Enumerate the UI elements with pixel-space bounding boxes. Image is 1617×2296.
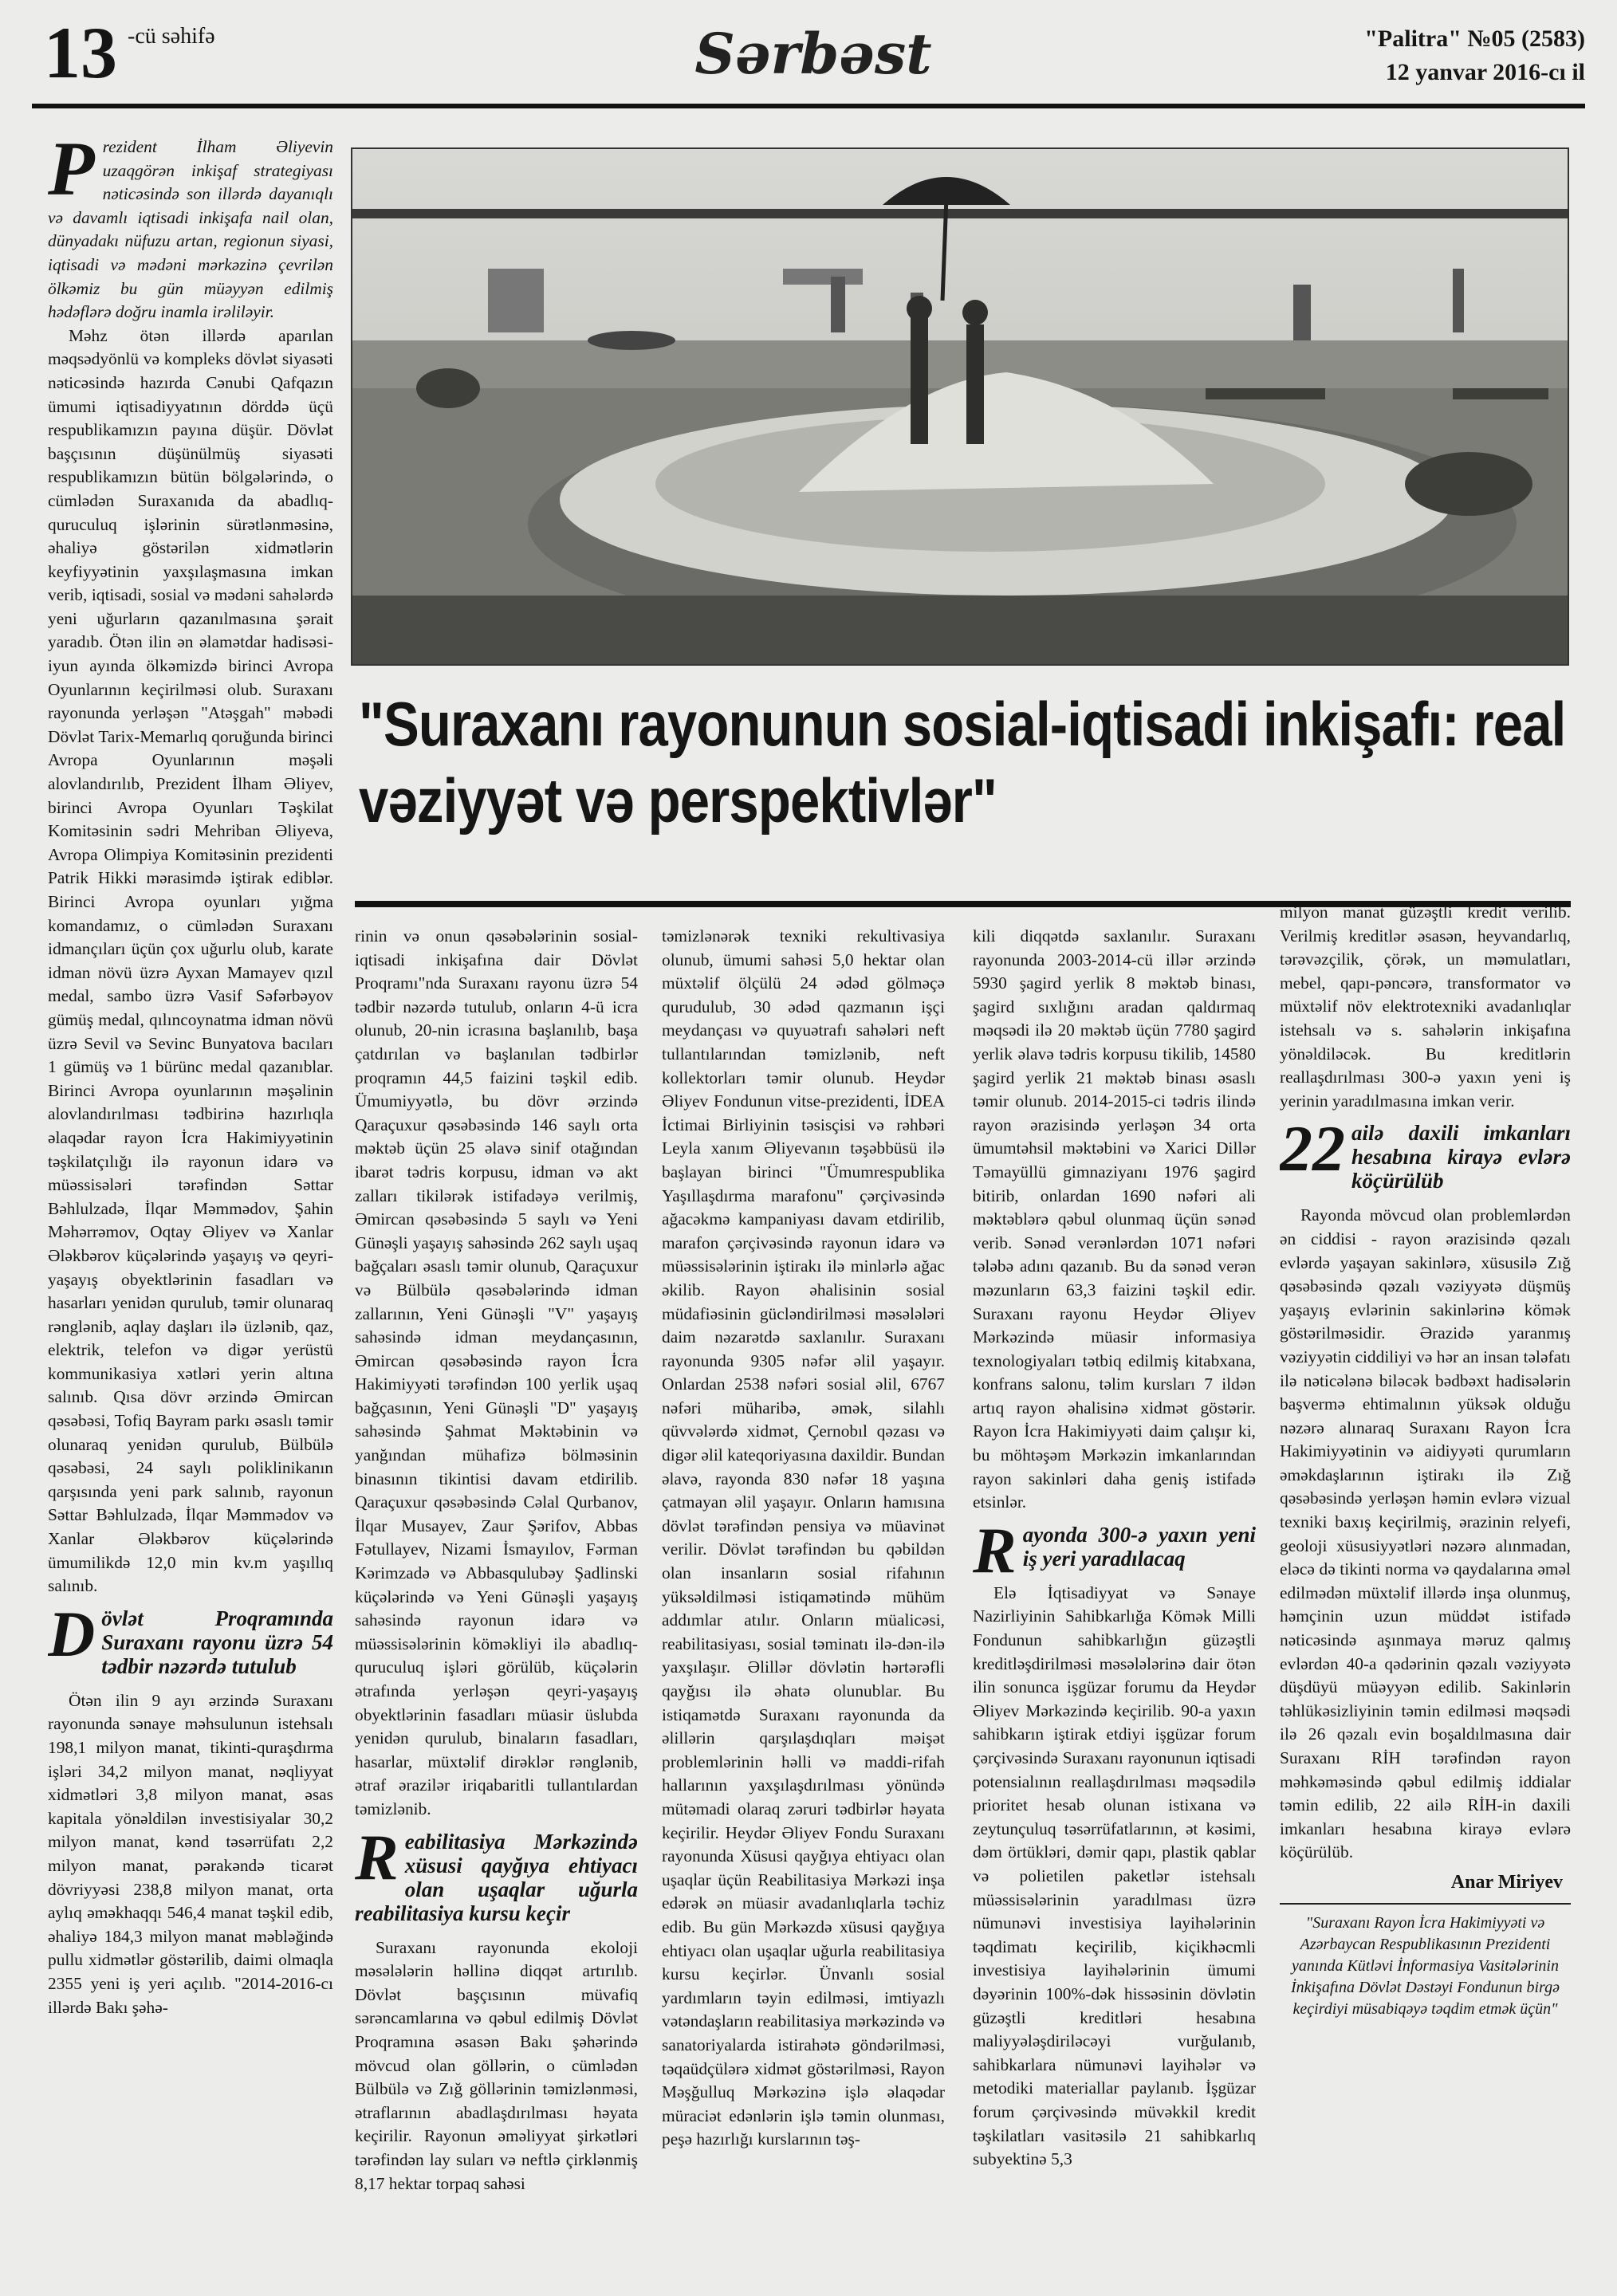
paragraph: Suraxanı rayonunda ekoloji məsələlərin həllinə diqqət artırılıb. Dövlət başçısının müvafiq sərəncamlarına və qəbul edilmiş Dövlət Proqramına əsasən Bakı şəhərində mövcud olan göllərin, o cümlədən Bülbülə və Zığ göllərinin təmizlənməsi, ətraflarının abadlaşdırılması həyata keçirilir. Rayonun əməliyyat şirkətləri tərəfindən lay suları və neftlə çirklənmiş 8,17 hektar torpaq sahəsi: [355, 1937, 638, 2193]
subheading-text: övlət Proqramında Suraxanı rayonu üzrə 54 tədbir nəzərdə tutulub: [101, 1606, 333, 1678]
subheading: [48, 1597, 333, 1678]
article-headline: "Suraxanı rayonunun sosial-iqtisadi inkişafı: real vəziyyət və perspektivlər": [359, 689, 1566, 835]
paragraph: rinin və onun qəsəbələrinin sosial-iqtisadi inkişafına dair Dövlət Proqramı"nda Suraxanı rayonu üzrə 54 tədbir nəzərdə tutulub, onların 4-ü icra olunub, 20-nin icrasına başlanılıb, başa çatdırılan və başlanılan tədbirlər proqramın 44,5 faizini təşkil edib. Ümumiyyətlə, bu dövr ərzində Qaraçuxur qəsəbəsində 146 saylı orta məktəb üçün 25 əlavə sinif otağından ibarət tədris korpusu, idman və akt zalları tikilərək istifadəyə verilmiş, Əmircan qəsəbəsində 5 saylı və Yeni Günəşli yaşayış sahəsində 262 saylı uşaq bağçaları əsaslı təmir olunub, Qaraçuxur və Bülbülə qəsəbələrində idman zallarının, Yeni Günəşli "V" yaşayış sahəsində idman meydançasının, Əmircan qəsəbəsində rayon İcra Hakimiyyəti tərəfindən 100 yerlik uşaq bağçasının, Yeni Günəşli "D" yaşayış sahəsində Şahmat Məktəbinin və yanğından mühafizə bölməsinin binasının tikintisi davam etdirilib. Qaraçuxur qəsəbəsində Cəlal Qurbanov, İlqar Musayev, Zaur Şərifov, Abbas Fətullayev, Nizami İsmayılov, Fərman Kərimzadə və Abbasqulubəy Şadlinski küçələrində və Yeni Günəşli yaşayış sahəsində rayonun idarə və müəssisələrinin köməkliyi ilə abadlıq-quruculuq işləri görülüb, küçələrin ətrafında yerləşən qeyri-yaşayış obyektlərinin fasadları müasir üslubda yenidən qurulub, binaların fasadları, hasarlar, müxtəlif dirəklər rənglənib, ətraf ərazilər iriqabaritli tullantılardan təmizlənib.: [355, 926, 638, 1818]
paragraph: Məhz ötən illərdə aparılan məqsədyönlü və kompleks dövlət siyasəti nəticəsində hazırda Cənubi Qafqazın ümumi iqtisadiyyatının dörddə üçü respublikamızın payına düşür. Dövlət başçısının düşünülmüş siyasəti respublikamızın bütün bölgələrində, o cümlədən Suraxanıda da abadlıq-quruculuq işlərinin sürətlənməsinə, əhaliyə göstərilən xidmətlərin keyfiyyətinin yaxşılaşmasına imkan verib, iqtisadi, sosial və mədəni sahələrdə yeni uğurların qazanılmasına şərait yaradıb. Ötən ilin ən əlamətdar hadisəsi-iyun ayında ölkəmizdə birinci Avropa Oyunlarının keçirilməsi olub. Suraxanı rayonunda yerləşən "Atəşgah" məbədi Dövlət Tarix-Memarlıq qoruğunda birinci Avropa Oyunlarının məşəli alovlandırılıb, Prezident İlham Əliyev, birinci Avropa Oyunları Təşkilat Komitəsinin sədri Mehriban Əliyeva, Avropa Olimpiya Komitəsinin prezidenti Patrik Hikki mərasimdə iştirak ediblər. Birinci Avropa oyunları yığma komandamız, o cümlədən Suraxanı idmançıları üçün çox uğurlu olub, karate idman növü üzrə Ayxan Mamayev qızıl medal, sambo üzrə Vasif Səfərbəyov gümüş medal, qılıncoynatma idman növü üzrə Sevil və Sevinc Bunyatova bacıları 1 gümüş və 1 bürünc medal qazanıblar. Birinci Avropa oyunlarının məşəlinin alovlandırılması tədbirinə hazırlıqla əlaqədar rayon İcra Hakimiyyətinin təşkilatçılığı ilə rayonun idarə və müəssisələri tərəfindən Səttar Bəhlulzadə, İlqar Məmmədov, Şahin Məhərrəmov, Oqtay Əliyev və Xanlar Ələkbərov küçələrində yaşayış və qeyri-yaşayış obyektlərinin fasadları və hasarları yenidən qurulub, təmir olunaraq rənglənib, aqlay daşları ilə üzlənib, qaz, elektrik, telefon və digər yerüstü kommunikasiya xətləri yerin altına salınıb. Qısa dövr ərzində Əmircan qəsəbəsi, Tofiq Bayram parkı əsaslı təmir olunaraq yenidən qurulub, Bülbülə qəsəbəsi, 24 saylı poliklinikanın qarşısında yeni park salınıb, rayonun Səttar Bəhlulzadə, İlqar Məmmədov və Xanlar Ələkbərov küçələrində ümumilikdə 12,0 min kv.m yaşıllıq salınıb.: [48, 325, 333, 1596]
article-column-1: [48, 136, 333, 2288]
subheading: [973, 1513, 1256, 1586]
subheading-dropcap: D: [48, 1597, 96, 1670]
subheading-text: eabilitasiya Mərkəzində xüsusi qayğıya ehtiyacı olan uşaqlar uğurla reabilitasiya kursu keçir: [355, 1829, 638, 1925]
lead-paragraph: [48, 136, 333, 324]
article-photo: [351, 147, 1569, 666]
paragraph: Rayonda mövcud olan problemlərdən ən ciddisi - rayon ərazisində qəzalı evlərdə yaşayan sakinlərə, xüsusilə Zığ qəsəbəsində qəzalı vəziyyətə düşmüş yaşayış evlərinin sakinlərinə kömək göstərilməsidir. Ərazidə yaranmış vəziyyətin ciddiliyi və hər an insan tələfatı ilə nəticələnə biləcək bədbəxt hadisələrin başvermə ehtimalının yüksək olduğu nəzərə alınaraq Suraxanı Rayon İcra Hakimiyyətinin və aidiyyəti qurumların əməkdaşlarının iştirakı ilə Zığ qəsəbəsində yerləşən həmin evlərə vizual texniki baxış keçirilmiş, ərazinin relyefi, geoloji xüsusiyyətləri nəzərə alınmadan, eləcə də tikinti norma və qaydalarına əməl edilmədən müxtəlif illərdə inşa olunmuş, həmçinin uzun müddət istifadə nəticəsində aşınmaya məruz qalmış evlərdən 40-a qədərinin qəzalı vəziyyətə düşdüyü müəyyən edilib. Sakinlərin təhlükəsizliyinin təmin edilməsi məqsədi ilə 26 qəzalı evin boşaldılmasına dair Suraxanı RİH tərəfindən rayon məhkəməsində qəbul edilmiş iddialar təmin edilib, 22 ailə RİH-in daxili imkanları hesabına kirayə evlərə köçürülüb.: [1280, 1205, 1571, 1862]
newspaper-logo: Sərbəst: [694, 21, 932, 87]
subheading-text: ayonda 300-ə yaxın yeni iş yeri yaradılacaq: [1022, 1522, 1256, 1571]
article-column-3: [662, 925, 945, 2288]
lead-dropcap: P: [48, 136, 95, 211]
paragraph: milyon manat güzəştli kredit verilib. Verilmiş kreditlər əsasən, heyvandarlıq, tərəvəzçilik, çörək, un məmulatları, mebel, qapı-pəncərə, transformator və müxtəlif növ elektrotexniki avadanlıqlar istehsalı və s. sahələrin inkişafına yönəldiləcək. Bu kreditlərin reallaşdırılması 300-ə yaxın yeni iş yerinin yaradılmasına imkan verir.: [1280, 902, 1571, 1111]
masthead-rule: [32, 104, 1585, 108]
issue-info: [1364, 22, 1585, 89]
paragraph: Elə İqtisadiyyat və Sənaye Nazirliyinin Sahibkarlığa Kömək Milli Fondunun sahibkarlığın güzəştli kreditləşdirilməsi məsələlərinə dair ötən ilin sonunca işgüzar forumu da Heydər Əliyev Mərkəzində keçirilib. 90-a yaxın sahibkarın iştirak etdiyi işgüzar forum çərçivəsində Suraxanı rayonunun iqtisadi potensialının reallaşdırılması məqsədilə prioritet hesab olunan istixana və zeytunçuluq təsərrüfatlarının, ət kəsimi, dəm örtükləri, dəmir qapı, plastik qablar və polietilen paketlər istehsalı müəssisələrinin yaradılması üzrə nümunəvi investisiya layihələrinin təqdimatı keçirilib, kiçikhəcmli investisiya layihələrinin ümumi dəyərinin 100%-dək hissəsinin dövlətin güzəştli kreditləri hesabına maliyyələşdiriləcəyi vurğulanıb, sahibkarlara nümunəvi layihələr və metodiki materiallar paylanıb. İşgüzar forum çərçivəsində müvəkkil kredit təşkilatları vasitəsilə 21 sahibkarlıq subyektinə 5,3: [973, 1582, 1256, 2169]
paragraph: kili diqqətdə saxlanılır. Suraxanı rayonunda 2003-2014-cü illər ərzində 5930 şagird yerlik 8 məktəb binası, şagird sıxlığını aradan qaldırmaq məqsədi ilə 20 məktəb üçün 7780 şagird yerlik əlavə tədris korpusu tikilib, 14580 şagird yerlik 21 məktəb binası əsaslı təmir olunub. 2014-2015-ci tədris ilində rayon ərazisində yerləşən 34 orta ümumtəhsil məktəbini və Xarici Dillər Təmayüllü gimnaziyanı 1976 şagird bitirib, onlardan 1690 nəfəri ali məktəblərə qəbul olunmaq üçün sənəd verib. Sənəd verənlərdən 1071 nəfəri tələbə adını qazanıb. Bu da sənəd verən məzunların 63,3 faizini təşkil edir. Suraxanı rayonu Heydər Əliyev Mərkəzində müasir informasiya texnologiyaları tətbiq edilmiş kitabxana, konfrans salonu, təlim kursları 7 ildən artıq rayon əhalisinə xidmət göstərir. Rayon İcra Hakimiyyəti daim çalışır ki, bu möhtəşəm Mərkəzin imkanlarından rayon sakinləri daha geniş istifadə etsinlər.: [973, 926, 1256, 1512]
article-column-4: [973, 925, 1256, 2288]
article-column-5: [1280, 901, 1571, 2288]
subheading-text: ailə daxili imkanları hesabına kirayə evlərə köçürülüb: [1351, 1121, 1571, 1193]
article-column-2: [355, 925, 638, 2288]
issue-number: "Palitra" №05 (2583): [1364, 26, 1585, 52]
page-number: 13: [44, 12, 117, 93]
lead-text: rezident İlham Əliyevin uzaqgörən inkişaf strategiyası nəticəsində son illərdə dayanıqlı və davamlı iqtisadi inkişafa nail olan, dünyadakı nüfuzu artan, regionun siyasi, iqtisadi və mədəni mərkəzinə çevrilən ölkəmiz bu gün müəyyən edilmiş hədəflərə doğru inamla irəliləyir.: [48, 137, 333, 322]
subheading-dropcap: 22: [1280, 1112, 1345, 1185]
subheading: [1280, 1112, 1571, 1193]
issue-date: 12 yanvar 2016-cı il: [1385, 59, 1585, 85]
author-signature: Anar Miriyev: [1450, 1871, 1563, 1893]
subheading-dropcap: R: [355, 1820, 399, 1893]
fountain-sculpture-image: [352, 149, 1569, 666]
paragraph: Ötən ilin 9 ayı ərzində Suraxanı rayonunda sənaye məhsulunun istehsalı 198,1 milyon manat, tikinti-quraşdırma işləri 34,2 milyon manat, nəqliyyat xidmətləri 3,8 milyon manat, əsas kapitala yönəldilən investisiyalar 30,2 milyon manat, kənd təsərrüfatı 2,2 milyon manat, pərakəndə ticarət dövriyyəsi 238,8 milyon manat, orta aylıq əməkhaqqı 546,4 manat təşkil edib, əhaliyə 184,3 milyon manat məbləğində pullu xidmətlər göstərilib, daimi olmaqla 2355 yeni iş yeri açılıb. "2014-2016-cı illərdə Bakı şəhə-: [48, 1690, 333, 2017]
page-number-suffix: -cü səhifə: [128, 24, 215, 49]
contest-note: "Suraxanı Rayon İcra Hakimiyyəti və Azərbaycan Respublikasının Prezidenti yanında Kütləvi İnformasiya Vasitələrinin İnkişafına Dövlət Dəstəyi Fondunun birgə keçirdiyi müsabiqəyə təqdim etmək üçün": [1280, 1903, 1571, 2020]
paragraph: təmizlənərək texniki rekultivasiya olunub, ümumi sahəsi 5,0 hektar olan müxtəlif ölçülü 24 ədəd gölməçə qurudulub, 30 ədəd qazmanın işçi meydançası və quyuətrafı sahələri neft tullantılarından təmizlənib, neft kollektorları təmir olunub. Heydər Əliyev Fondunun vitse-prezidenti, İDEA İctimai Birliyinin təsisçisi və rəhbəri Leyla xanım Əliyevanın təşəbbüsü ilə başlayan birinci "Ümumrespublika Yaşıllaşdırma marafonu" çərçivəsində ağacəkmə kampaniyası davam etdirilib, marafon çərçivəsində rayonun idarə və müəssisələrinin iştirakı ilə minlərlə ağac əkilib. Rayon əhalisinin sosial müdafiəsinin gücləndirilməsi məsələləri daim nəzarətdə saxlanılır. Suraxanı rayonunda 9305 nəfər əlil yaşayır. Onlardan 2538 nəfəri sosial əlil, 6767 nəfəri müharibə, əmək, silahlı qüvvələrdə xidmət, Çernobıl qəzası və digər əlil kateqoriyasına daxildir. Bundan əlavə, rayonda 830 nəfər 18 yaşına çatmayan əlil yaşayır. Onların hamısına dövlət tərəfindən pensiya və müavinət verilir. Dövlət tərəfindən bu qəbildən olan insanların sosial rifahının yüksəldilməsi istiqamətində mühüm addımlar atılır. Onların müalicəsi, reabilitasiyası, sosial təminatı ilə-dən-ilə yaxşılaşır. Əlillər dövlətin hərtərəfli qayğısı ilə əhatə olunublar. Bu istiqamətdə Suraxanı rayonunda da əlillərin qarşılaşdıqları məişət problemlərinin həlli və maddi-rifah hallarının yaxşılaşdırılması yönündə mütəmadi olaraq zəruri tədbirlər həyata keçirilir. Heydər Əliyev Fondu Suraxanı rayonunda Xüsusi qayğıya ehtiyacı olan uşaqlar üçün Reabilitasiya Mərkəzi inşa edərək ən müasir avadanlıqlarla təchiz edib. Bu gün Mərkəzdə xüsusi qayğıya ehtiyacı olan uşaqlar uğurla reabilitasiya kursu keçirlər. Ünvanlı sosial yardımların təyin edilməsi, imtiyazlı vətəndaşların reabilitasiya mərkəzində və sanatoriyalarda istirahətə göndərilməsi, təqaüdçülərə xidmət göstərilməsi, Rayon Məşğulluq Mərkəzinə işlə əlaqədar müraciət edənlərin işlə təmin olunması, peşə hazırlığı kurslarının təş-: [662, 926, 945, 2149]
subheading-dropcap: R: [973, 1513, 1017, 1586]
subheading: [355, 1820, 638, 1925]
